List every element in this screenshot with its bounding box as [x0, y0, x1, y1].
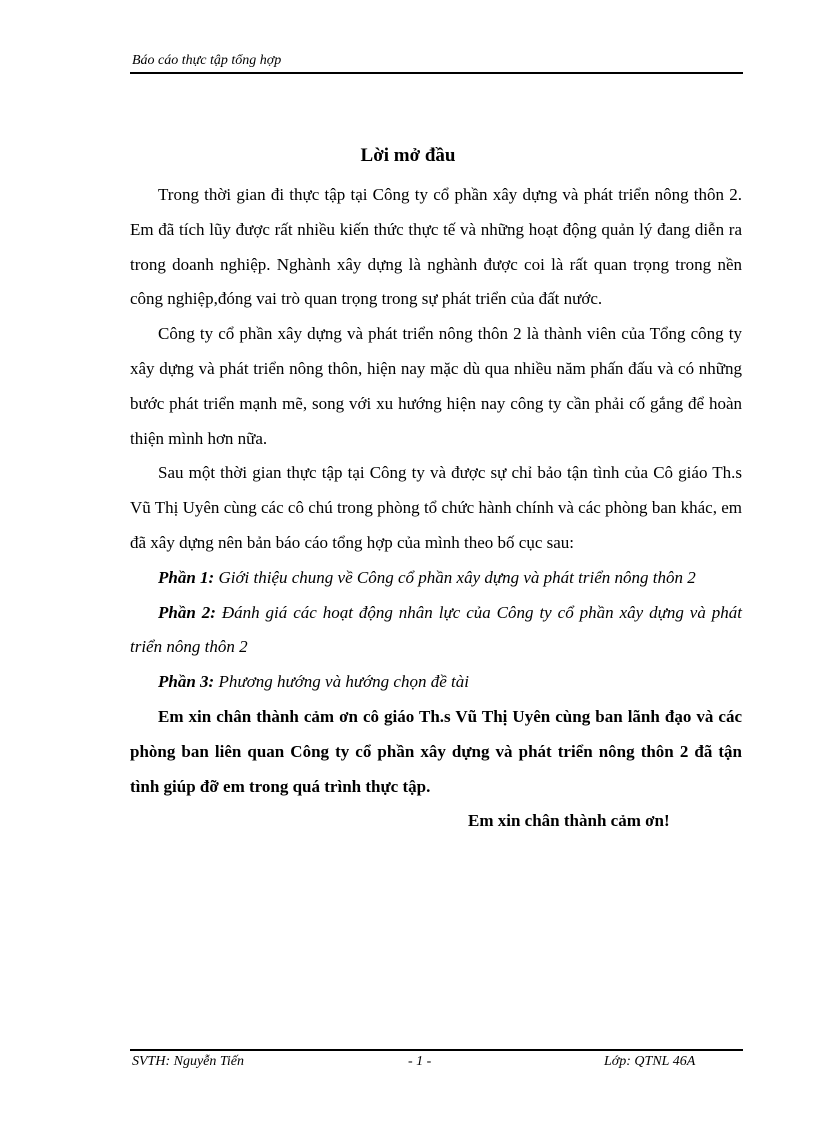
part-2: [130, 596, 742, 666]
page-title: Lời mở đầu: [360, 145, 456, 166]
part-3-text: Phương hướng và hướng chọn đề tài: [218, 672, 469, 692]
document-body: [130, 178, 742, 839]
part-2-label: Phần 2:: [158, 602, 216, 622]
paragraph-intro: Trong thời gian đi thực tập tại Công ty cổ phần xây dựng và phát triển nông thôn 2. Em đã tích lũy được rất nhiều kiến thức thực tế và những hoạt động quản lý đang diễn ra trong doanh nghiệp. Nghành xây dựng là nghành được coi là rất quan trọng trong nền công nghiệp,đóng vai trò quan trọng trong sự phát triển của đất nước.: [130, 185, 742, 309]
part-1-label: Phần 1: [158, 567, 209, 587]
part-2-text: Đánh giá các hoạt động nhân lực của Công ty cổ phần xây dựng và phát triển nông thôn 2: [130, 602, 742, 657]
paragraph-company: Công ty cổ phần xây dựng và phát triển nông thôn 2 là thành viên của Tổng công ty xây dựng và phát triển nông thôn, hiện nay mặc dù qua nhiều năm phấn đấu và có những bước phát triển mạnh mẽ, song với xu hướng hiện nay công ty cần phải cố gắng để hoàn thiện mình hơn nữa.: [130, 324, 742, 448]
part-1-text: Giới thiệu chung về Công cổ phần xây dựng và phát triển nông thôn 2: [218, 567, 696, 587]
footer-page-number: - 1 -: [408, 1054, 432, 1069]
header-rule: [130, 72, 743, 74]
paragraph-structure: Sau một thời gian thực tập tại Công ty và được sự chỉ bảo tận tình của Cô giáo Th.s Vũ Thị Uyên cùng các cô chú trong phòng tổ chức hành chính và các phòng ban khác, em đã xây dựng nên bản báo cáo tổng hợp của mình theo bố cục sau:: [130, 463, 742, 552]
closing-line: Em xin chân thành cảm ơn!: [468, 811, 670, 831]
part-1-sep: :: [208, 567, 219, 587]
footer-student: SVTH: Nguyễn Tiến: [132, 1054, 244, 1069]
footer-class: Lớp: QTNL 46A: [604, 1054, 696, 1069]
footer-rule: [130, 1049, 743, 1051]
running-header: Báo cáo thực tập tổng hợp: [132, 53, 282, 68]
part-3-label: Phần 3:: [158, 672, 215, 692]
part-3: [130, 665, 742, 700]
part-1: [130, 561, 742, 596]
thanks-paragraph: Em xin chân thành cảm ơn cô giáo Th.s Vũ Thị Uyên cùng ban lãnh đạo và các phòng ban liên quan Công ty cổ phần xây dựng và phát triển nông thôn 2 đã tận tình giúp đỡ em trong quá trình thực tập.: [130, 706, 742, 796]
